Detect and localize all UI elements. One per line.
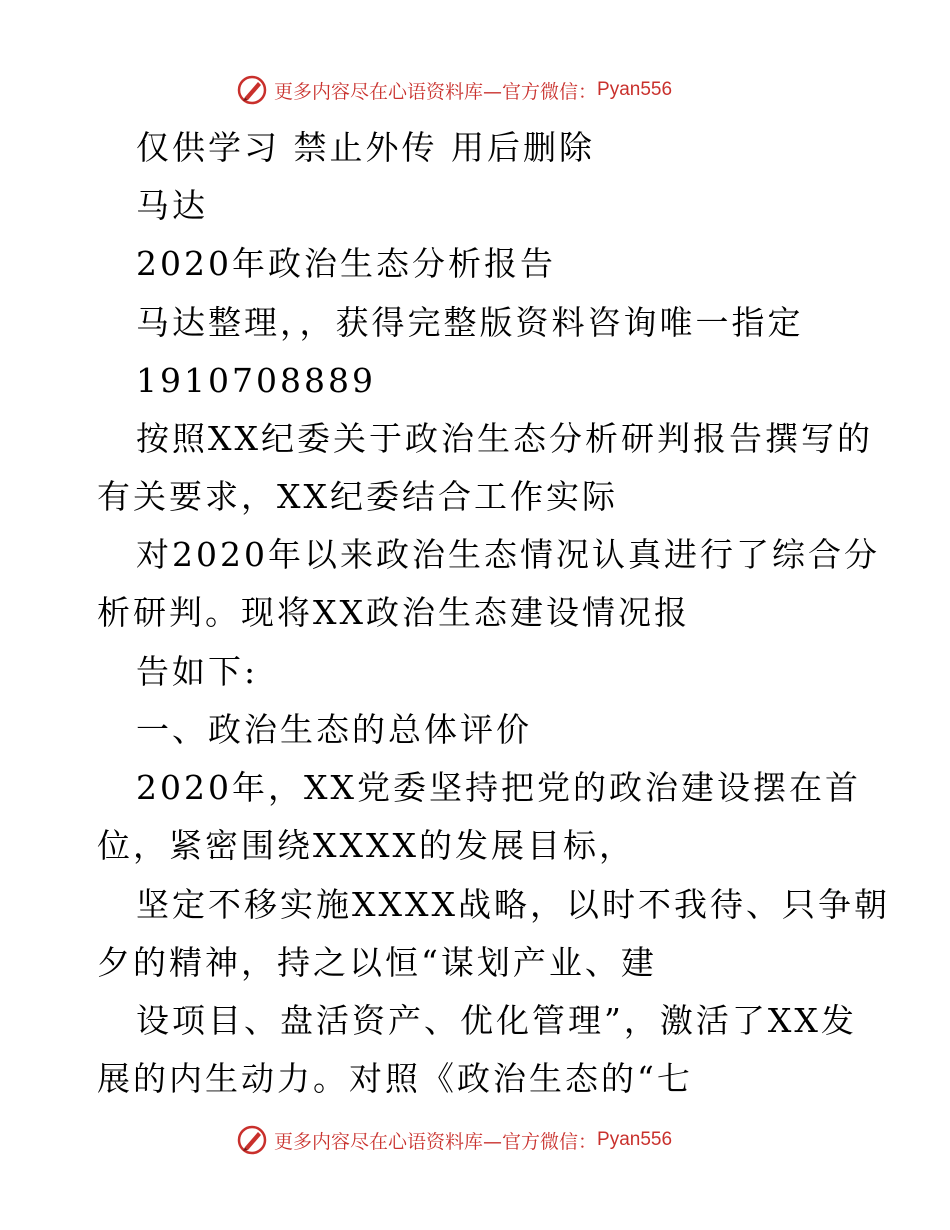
text-line: 马达	[136, 186, 208, 225]
text-line: 展的内生动力。对照《政治生态的“七	[97, 1059, 693, 1098]
watermark-handle: Pyan556	[597, 79, 673, 100]
text-line: 有关要求，XX纪委结合工作实际	[97, 477, 618, 516]
pen-seal-logo-icon	[236, 1124, 268, 1156]
watermark-separator: —官方微信：	[483, 1130, 598, 1153]
text-line: 设项目、盘活资产、优化管理”，激活了XX发	[136, 1001, 857, 1040]
text-line: 对2020年以来政治生态情况认真进行了综合分	[136, 535, 880, 574]
text-line: 仅供学习 禁止外传 用后删除	[136, 128, 595, 167]
watermark-header	[236, 72, 672, 108]
text-line: 一、政治生态的总体评价	[136, 710, 532, 749]
text-line: 2020年政治生态分析报告	[136, 244, 556, 283]
text-line: 马达整理，，获得完整版资料咨询唯一指定	[136, 303, 804, 342]
watermark-footer	[236, 1122, 672, 1158]
text-line: 告如下:	[136, 652, 259, 691]
text-line: 2020年，XX党委坚持把党的政治建设摆在首	[136, 768, 861, 807]
text-line: 1910708889	[136, 361, 376, 400]
watermark-text: 更多内容尽在心语资料库	[274, 1130, 484, 1153]
pen-seal-logo-icon	[236, 74, 268, 106]
text-line: 位，紧密围绕XXXX的发展目标，	[97, 826, 635, 865]
watermark-text: 更多内容尽在心语资料库	[274, 80, 484, 103]
text-line: 夕的精神，持之以恒“谋划产业、建	[97, 943, 657, 982]
text-line: 析研判。现将XX政治生态建设情况报	[97, 593, 690, 632]
watermark-separator: —官方微信：	[483, 80, 598, 103]
text-line: 坚定不移实施XXXX战略，以时不我待、只争朝	[136, 885, 890, 924]
watermark-handle: Pyan556	[597, 1129, 673, 1150]
text-line: 按照XX纪委关于政治生态分析研判报告撰写的	[136, 419, 873, 458]
